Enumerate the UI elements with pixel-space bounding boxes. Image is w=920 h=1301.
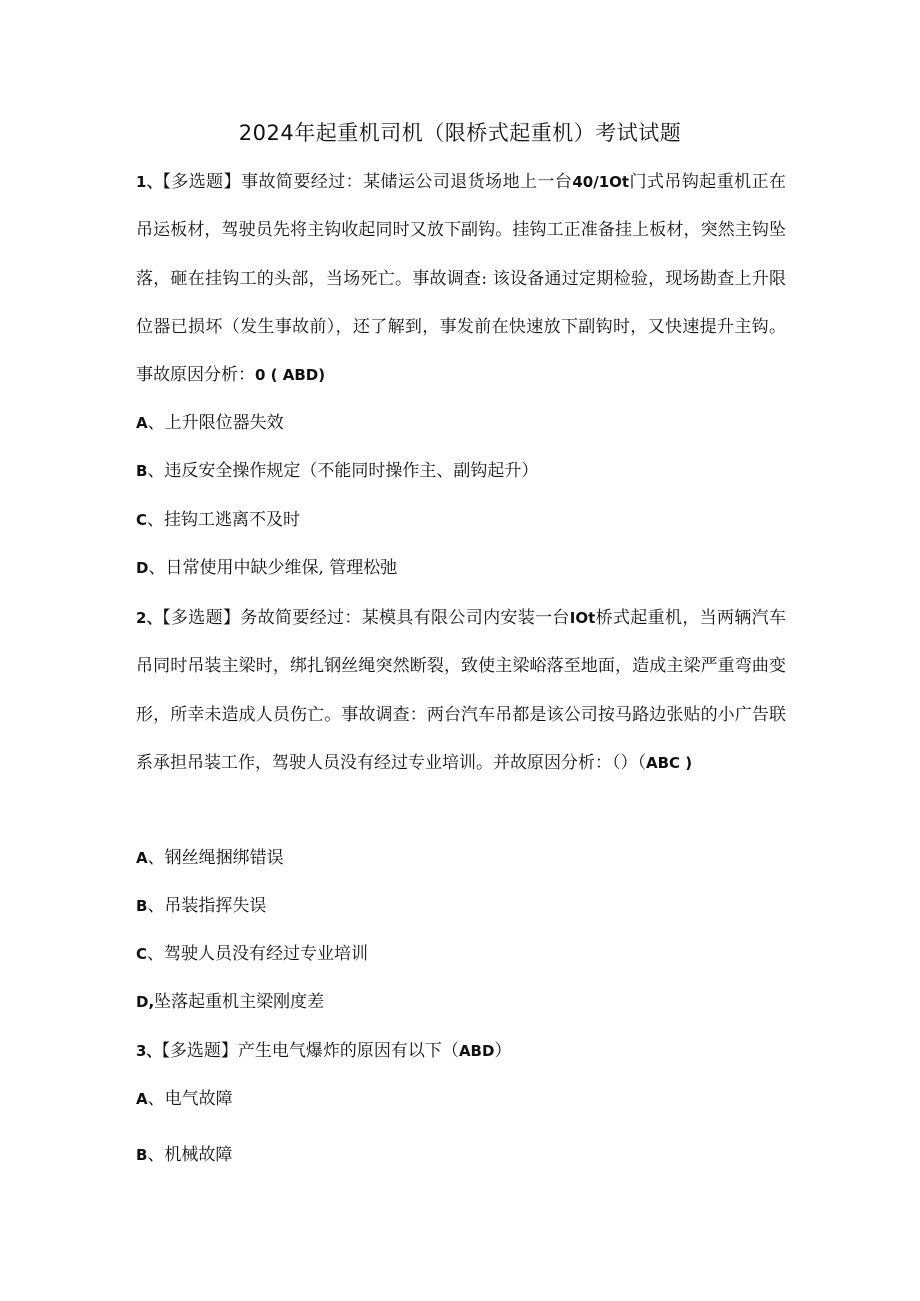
- question-number: 1、: [136, 173, 163, 191]
- option-letter: D: [136, 559, 149, 577]
- option-letter: A: [136, 414, 148, 432]
- option-d: [136, 987, 786, 1017]
- option-b: [136, 1140, 786, 1170]
- option-letter: B: [136, 1146, 148, 1164]
- option-text: 、吊装指挥失误: [147, 896, 267, 916]
- option-a: [136, 843, 786, 873]
- question-text: ）: [494, 1041, 512, 1061]
- option-letter: B: [136, 897, 148, 915]
- question-text: 产生电气爆炸的原因有以下（: [237, 1041, 459, 1061]
- question-text: 桥式起重机，当两辆汽车吊同时吊装主梁时，绑扎钢丝绳突然断裂，致使主梁峪落至地面，造成主梁严重弯曲变形，所幸未造成人员伤亡。事故调查：两台汽车吊都是该公司按马路边张贴的小广告联系承担吊装工作，驾驶人员没有经过专业培训。并故原因分析：（）（: [136, 608, 787, 773]
- question-text: 门式吊钩起重机正在吊运板材，驾驶员先将主钩收起同时又放下副钩。挂钩工正准备挂上板材，突然主钩坠落，砸在挂钩工的头部，当场死亡。事故调查: 该设备通过定期检验，现场勘查上升限位器已损坏（发生事故前），还了解到，事发前在快速放下副钩时，又快速提升主钩。事故原因分析：: [136, 172, 787, 386]
- option-text: 、上升限位器失效: [147, 413, 284, 433]
- option-text: 坠落起重机主梁刚度差: [154, 992, 325, 1012]
- question-number: 3、: [136, 1042, 162, 1060]
- answer-key: ABC ): [646, 753, 693, 772]
- answer-key: 0 ( ABD): [255, 366, 326, 385]
- option-b: [136, 891, 786, 921]
- option-d: [136, 553, 786, 583]
- option-letter: C: [136, 511, 148, 529]
- option-text: 、钢丝绳捆绑错误: [147, 848, 284, 868]
- option-text: 、挂钩工逃离不及时: [147, 510, 301, 530]
- option-letter: B: [136, 462, 148, 480]
- option-text: 、机械故障: [147, 1145, 233, 1165]
- equipment-spec: IOt: [569, 609, 596, 627]
- question-type: 【多选题】: [161, 1041, 238, 1061]
- option-text: 、违反安全操作规定（不能同时操作主、副钩起升）: [147, 461, 539, 481]
- document-title: 2024年起重机司机（限桥式起重机）考试试题: [238, 121, 682, 145]
- option-b: [136, 456, 786, 486]
- question-1: [136, 158, 786, 399]
- option-letter: D,: [136, 993, 155, 1011]
- option-a: [136, 408, 786, 438]
- equipment-spec: 40/1Ot: [572, 173, 630, 191]
- option-c: [136, 505, 786, 535]
- option-c: [136, 939, 786, 969]
- option-letter: A: [136, 849, 148, 867]
- option-text: 、电气故障: [147, 1089, 233, 1109]
- option-letter: C: [136, 945, 148, 963]
- option-text: 、日常使用中缺少维保, 管理松弛: [148, 558, 398, 578]
- option-text: 、驾驶人员没有经过专业培训: [147, 944, 369, 964]
- question-type: 【多选题】: [162, 608, 241, 628]
- option-letter: A: [136, 1090, 148, 1108]
- question-text: 事故简要经过：某储运公司退货场地上一台: [241, 172, 573, 192]
- question-number: 2、: [136, 609, 163, 627]
- option-a: [136, 1084, 786, 1114]
- question-2: [136, 594, 786, 787]
- question-text: 务故简要经过：某模具有限公司内安装一台: [240, 608, 570, 628]
- answer-key: ABD: [458, 1042, 495, 1060]
- question-3: [136, 1036, 786, 1066]
- question-type: 【多选题】: [162, 172, 242, 192]
